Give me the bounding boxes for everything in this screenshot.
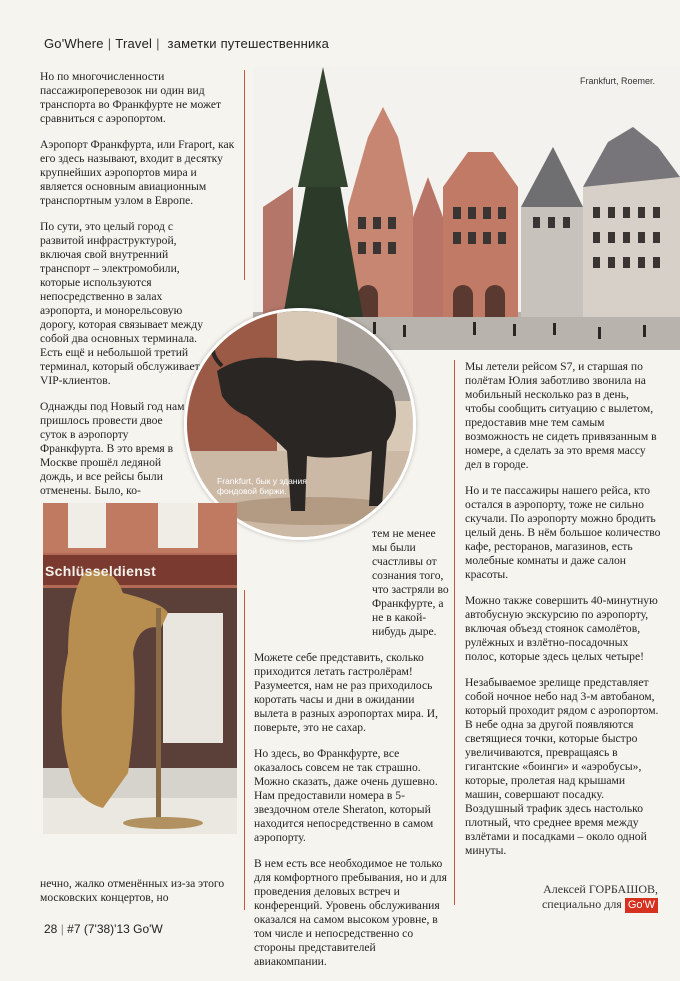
roemer-photo xyxy=(253,67,680,350)
statue-photo xyxy=(43,503,237,834)
issue-info: #7 (7'38)'13 Go'W xyxy=(67,922,163,936)
page-header: Go'Where | Travel | заметки путешественника xyxy=(44,36,330,51)
roemer-illustration xyxy=(253,67,680,350)
col3-paragraph-1: Мы летели рейсом S7, и старшая по полётам Юлия заботливо звонила на мобильный несколько раз в день, чтобы сообщить ситуацию с вылетом, предоставив мне тем самым возможность не сидеть привязанным в номере, а сделать за это время массу дел в городе. xyxy=(465,360,657,471)
section-subtitle: заметки путешественника xyxy=(167,36,330,51)
shop-sign: Schlüsseldienst xyxy=(45,563,157,579)
col2-paragraph-3: Но здесь, во Франкфурте, все оказалось совсем не так страшно. Можно сказать, даже очень душевно. Нам предоставили номера в 5-звездочном отеле Sheraton, который находится непосредственно в самом аэропорту. xyxy=(254,747,438,844)
col2-paragraph-4: В нем есть все необходимое не только для комфортного пребывания, но и для проведения деловых встреч и конференций. Уровень обслуживания оказался на самом высоком уровне, в том числе и непосредственно со стороны представителей авиакомпании. xyxy=(254,857,447,968)
roemer-caption: Frankfurt, Roemer. xyxy=(580,76,656,86)
statue-illustration xyxy=(43,503,237,834)
column-rule-2 xyxy=(244,590,245,910)
col2-paragraph-2: Можете себе представить, сколько приходится летать гастролёрам! Разумеется, нам не раз приходилось коротать часы и дни в ожидании вылета в разных аэропортах мира. И, поверьте, это не сахар. xyxy=(254,651,438,734)
col1-paragraph-4: Однажды под Новый год нам пришлось провести двое суток в аэропорту Франкфурта. В это время в Москве прошёл ледяной дождь, и все рейсы были отменены. Было, ко- xyxy=(40,400,185,497)
magazine-brand: Go'Where xyxy=(44,36,104,51)
column-2 xyxy=(254,527,450,981)
page-footer: 28 | #7 (7'38)'13 Go'W xyxy=(44,922,163,936)
page-number: 28 xyxy=(44,922,58,936)
col1-paragraph-3: По сути, это целый город с развитой инфраструктурой, включая свой внутренний транспорт – электромобили, которые используются непосредственно в залах аэропорта, и монорельсовую дорогу, которая связывает между собой два основных терминала. Есть ещё и небольшой третий терминал, который обслуживает VIP-клиентов. xyxy=(40,220,203,387)
column-3 xyxy=(465,360,661,870)
column-rule-3 xyxy=(454,360,455,905)
col1-paragraph-5: нечно, жалко отменённых из-за этого московских концертов, но xyxy=(40,877,225,904)
author-brand-badge: Go'W xyxy=(625,898,658,913)
col3-paragraph-3: Можно также совершить 40-минутную автобусную экскурсию по аэропорту, включая объезд стоянок самолётов, рулёжных и взлётно-посадочных полос, которые здесь целых четыре! xyxy=(465,594,658,663)
column-rule-1 xyxy=(244,70,245,280)
author-signature xyxy=(460,882,658,913)
col2-paragraph-1: тем не менее мы были счастливы от сознания того, что застряли во Франкфурте, а не в какой-нибудь дыре. xyxy=(372,527,449,638)
col3-paragraph-2: Но и те пассажиры нашего рейса, кто остался в аэропорту, тоже не сильно скучали. По аэропорту можно бродить целый день. В нём большое количество кафе, ресторанов, магазинов, есть молебные комнаты и даже салон красоты. xyxy=(465,484,661,581)
author-credit-line xyxy=(460,897,658,913)
bull-caption: Frankfurt, бык у здания фондовой биржи. xyxy=(217,476,307,496)
section-name: Travel xyxy=(115,36,153,51)
author-credit: специально для xyxy=(541,897,622,911)
author-name: Алексей ГОРБАШОВ, xyxy=(543,882,658,896)
col1-paragraph-2: Аэропорт Франкфурта, или Fraport, как его здесь называют, входит в десятку крупнейших аэропортов мира и является основным авиационным транспортным узлом в Европе. xyxy=(40,138,235,207)
col3-paragraph-4: Незабываемое зрелище представляет собой ночное небо над 3-м автобаном, который проходит рядом с аэропортом. В небе одна за другой появляются светящиеся точки, которые быстро увеличиваются, превращаясь в гигантские «боинги» и «аэробусы», которые, пролетая над крышами машин, совершают посадку. Воздушный трафик здесь настолько плотный, что среднее время между взлётами и посадками – около одной минуты. xyxy=(465,676,659,857)
col1-paragraph-1: Но по многочисленности пассажироперевозок ни один вид транспорта во Франкфурте не может сравниться с аэропортом. xyxy=(40,70,222,125)
